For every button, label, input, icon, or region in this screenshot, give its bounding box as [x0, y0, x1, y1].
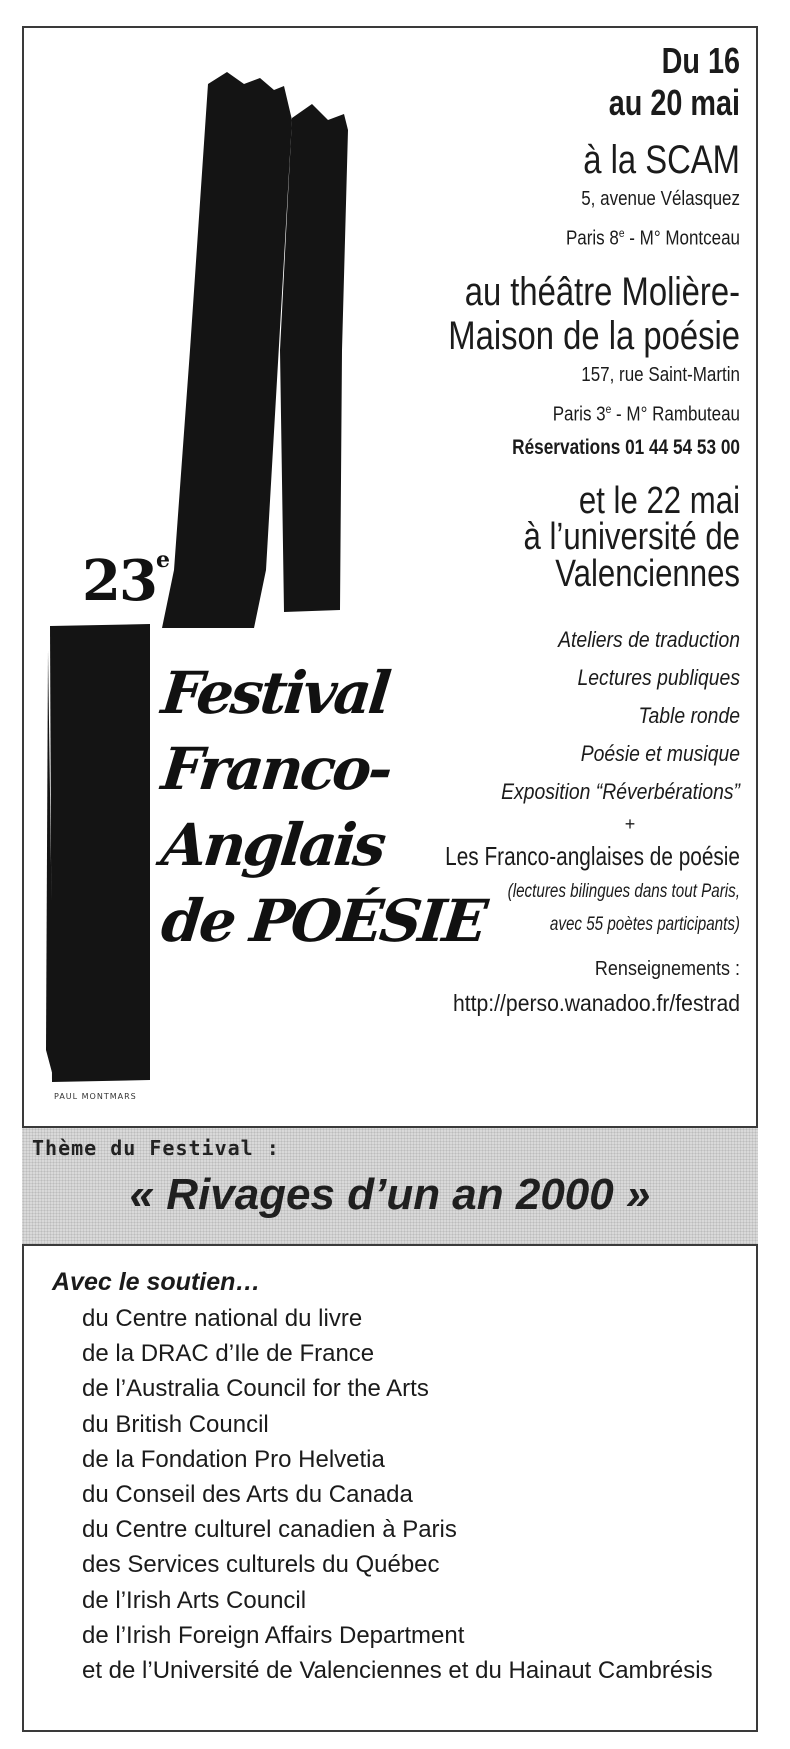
activities-list [370, 621, 740, 811]
list-item: de l’Irish Foreign Affairs Department [82, 1621, 465, 1649]
date-line-1: Du 16 [661, 40, 740, 81]
list-item: et de l’Université de Valenciennes et du Hainaut Cambrésis [82, 1657, 713, 1685]
event-info [370, 40, 740, 1021]
date-line-2: au 20 mai [608, 82, 740, 123]
venue-moliere-line-2: Maison de la poésie [448, 313, 740, 358]
reservations-phone: Réservations 01 44 54 53 00 [512, 436, 740, 460]
support-list [52, 1301, 742, 1688]
plus-sign: + [624, 814, 636, 835]
list-item: du Centre culturel canadien à Paris [82, 1516, 457, 1544]
note-line-1: (lectures bilingues dans tout Paris, [507, 881, 740, 903]
festival-artwork [22, 50, 488, 1120]
list-item: de la DRAC d’Ile de France [82, 1340, 375, 1368]
activity-item: Exposition “Réverbérations” [501, 779, 740, 805]
info-label: Renseignements : [594, 958, 740, 981]
artwork-title-line-4: de POÉSIE [158, 887, 488, 955]
venue-valenciennes-line-2: à l’université de [523, 516, 740, 559]
theme-band [22, 1126, 758, 1246]
activity-item: Ateliers de traduction [558, 627, 740, 653]
activity-item: Table ronde [638, 703, 740, 729]
venue-valenciennes-line-1: et le 22 mai [578, 480, 740, 523]
venue-valenciennes-line-3: Valenciennes [555, 553, 740, 596]
support-section [52, 1263, 742, 1688]
list-item: du British Council [82, 1410, 269, 1438]
list-item: des Services culturels du Québec [82, 1551, 440, 1579]
list-item: de l’Australia Council for the Arts [82, 1375, 429, 1403]
franco-anglaises-title: Les Franco-anglaises de poésie [445, 841, 740, 872]
venue-scam-metro: Paris 8e - M° Montceau [565, 226, 740, 250]
list-item: de l’Irish Arts Council [82, 1586, 307, 1614]
note-line-2: avec 55 poètes participants) [549, 914, 740, 936]
venue-scam: à la SCAM [583, 138, 740, 182]
artwork-title-line-1: Festival [158, 659, 392, 727]
artwork-brush-strokes [22, 50, 352, 1120]
artwork-title-line-3: Anglais [158, 811, 387, 879]
brush-stroke-column [50, 624, 150, 1082]
venue-scam-address: 5, avenue Vélasquez [581, 188, 740, 210]
info-url[interactable]: http://perso.wanadoo.fr/festrad [452, 990, 740, 1017]
brush-stroke-right [280, 104, 348, 612]
activity-item: Poésie et musique [580, 741, 740, 767]
list-item: du Conseil des Arts du Canada [82, 1481, 413, 1509]
venue-moliere-line-1: au théâtre Molière- [464, 269, 740, 314]
list-item: du Centre national du livre [82, 1305, 363, 1332]
list-item: de la Fondation Pro Helvetia [82, 1445, 385, 1473]
venue-moliere-metro: Paris 3e - M° Rambuteau [552, 401, 740, 426]
venue-moliere-address: 157, rue Saint-Martin [581, 363, 740, 386]
brush-stroke-tall [162, 72, 292, 628]
activity-item: Lectures publiques [577, 665, 740, 691]
theme-label: Thème du Festival : [32, 1136, 280, 1160]
artist-signature: PAUL MONTMARS [54, 1092, 137, 1101]
theme-title: « Rivages d’un an 2000 » [129, 1170, 651, 1219]
support-heading: Avec le soutien… [52, 1268, 261, 1296]
edition-number: 23e [82, 547, 168, 614]
artwork-title-line-2: Franco- [158, 735, 394, 803]
